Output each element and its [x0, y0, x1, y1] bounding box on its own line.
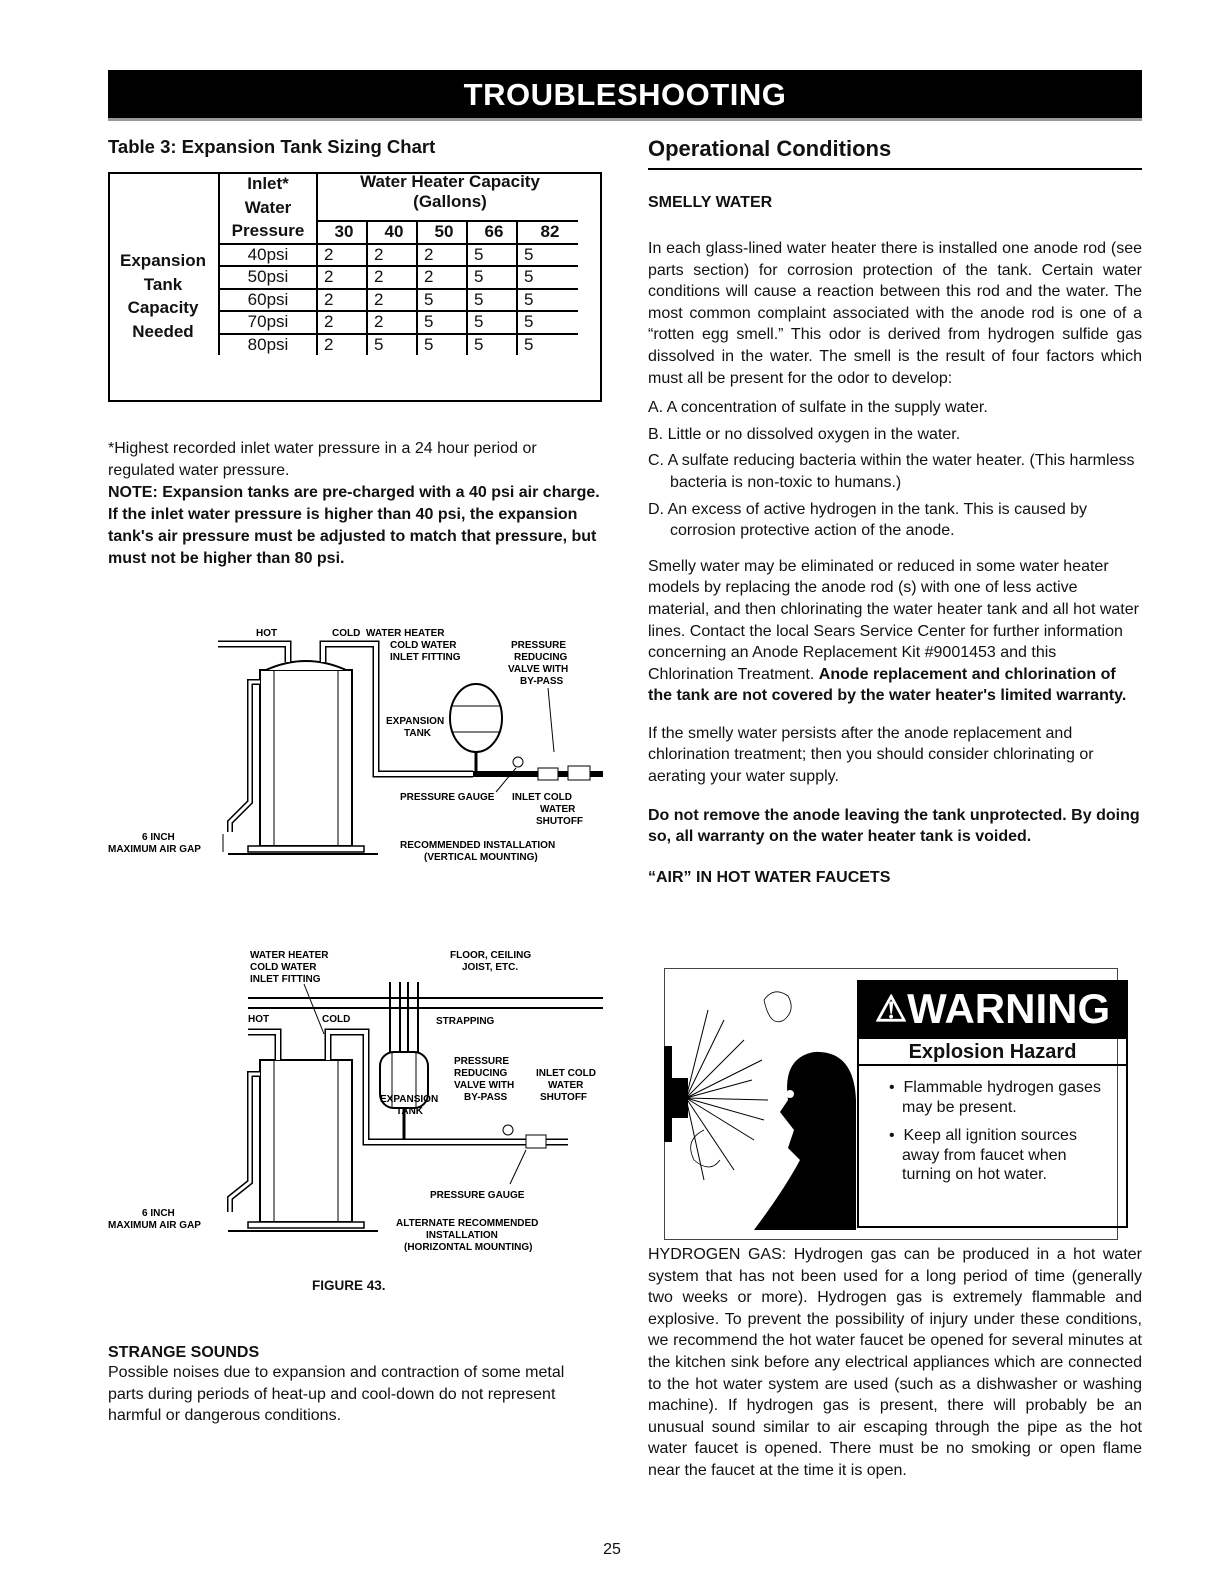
capacity-cell: 50	[417, 221, 467, 244]
warning-subtitle: Explosion Hazard	[857, 1037, 1128, 1066]
value-cell: 5	[517, 311, 578, 334]
strange-sounds-title: STRANGE SOUNDS	[108, 1344, 260, 1361]
figure-label: FIGURE 43.	[312, 1278, 386, 1293]
air-gap-label: 6 INCH	[142, 832, 175, 843]
list-item: B. Little or no dissolved oxygen in the water.	[648, 425, 961, 443]
strange-sounds-section	[108, 1344, 603, 1427]
anode-warning: Do not remove the anode leaving the tank unprotected. By doing so, all warranty on the water heater tank is voided.	[648, 806, 1140, 846]
value-cell: 2	[367, 266, 417, 289]
air-faucets-title: “AIR” IN HOT WATER FAUCETS	[648, 868, 891, 886]
value-cell: 5	[517, 289, 578, 312]
pressure-cell: 40psi	[219, 244, 317, 267]
side-label-line: Needed	[132, 321, 194, 341]
pressure-cell: 70psi	[219, 311, 317, 334]
sizing-chart	[108, 172, 602, 402]
prv-label: PRESSURE	[454, 1056, 510, 1067]
side-label-line: Expansion	[120, 251, 206, 270]
smelly-water-persists: If the smelly water persists after the anode replacement and chlorination treatment; then you should consider chlorinating or aerating your water supply.	[648, 724, 1094, 786]
value-cell: 5	[417, 311, 467, 334]
prv-label: BY-PASS	[464, 1092, 508, 1103]
value-cell: 2	[317, 289, 367, 312]
shutoff-label: SHUTOFF	[540, 1092, 588, 1103]
inlet-pressure-header	[219, 172, 317, 244]
header-line: Inlet*	[247, 174, 289, 193]
value-cell: 5	[467, 311, 517, 334]
list-item: C. A sulfate reducing bacteria within the water heater. (This harmless bacteria is non-toxic to humans.)	[648, 452, 1135, 491]
value-cell: 5	[517, 334, 578, 356]
gauge-label: PRESSURE GAUGE	[430, 1190, 525, 1201]
warning-bullet: • Flammable hydrogen gases may be present.	[889, 1079, 1101, 1116]
list-item: A. A concentration of sulfate in the supply water.	[648, 399, 988, 417]
smelly-water-intro: In each glass-lined water heater there is installed one anode rod (see parts section) for corrosion protection of the tank. Certain water conditions will cause a reaction between this rod and the water. The most common complaint associated with the anode rod is one of a “rotten egg smell.” This odor is derived from hydrogen sulfide gas dissolved in the water. The smell is the result of four factors which must all be present for the odor to develop:	[648, 240, 1142, 387]
side-label	[110, 249, 216, 343]
fig1-caption: (VERTICAL MOUNTING)	[424, 852, 538, 863]
value-cell: 5	[467, 244, 517, 267]
fig2-caption: INSTALLATION	[426, 1230, 498, 1241]
table-row	[219, 266, 578, 289]
hydrogen-gas-text: HYDROGEN GAS: Hydrogen gas can be produced in a hot water system that has not been used for a long period of time (generally two weeks or more). Hydrogen gas is extremely flammable and explosive. To prevent the possibility of injury under these conditions, we recommend the hot water faucet be opened for several minutes at the kitchen sink before any electrical appliances which are connected to the hot water system are used (such as a dishwasher or washing machine). If hydrogen gas is present, there will probably be an unusual sound similar to air escaping through the pipe as the hot water faucet is opened. There must be no smoking or open flame near the faucet at the time it is open.	[648, 1246, 1142, 1479]
value-cell: 5	[467, 334, 517, 356]
value-cell: 2	[317, 266, 367, 289]
banner-rule	[108, 118, 1142, 121]
shutoff-label: INLET COLD	[512, 792, 572, 803]
fig2-caption: ALTERNATE RECOMMENDED	[396, 1218, 539, 1229]
capacity-cell: 82	[517, 221, 578, 244]
side-label-line: Tank	[143, 274, 183, 294]
capacity-cell: 66	[467, 221, 517, 244]
value-cell: 2	[367, 244, 417, 267]
capacity-cell: 40	[367, 221, 417, 244]
floor-label: FLOOR, CEILING	[450, 950, 532, 961]
expansion-tank-label: TANK	[396, 1106, 424, 1117]
operational-conditions-title: Operational Conditions	[648, 136, 1142, 170]
pressure-cell: 80psi	[219, 334, 317, 356]
value-cell: 5	[517, 266, 578, 289]
value-cell: 5	[467, 266, 517, 289]
table-row	[219, 244, 578, 267]
value-cell: 5	[517, 244, 578, 267]
value-cell: 5	[367, 334, 417, 356]
value-cell: 2	[367, 311, 417, 334]
left-column	[108, 136, 603, 567]
expansion-tank-label: EXPANSION	[380, 1094, 439, 1105]
warning-bullet: • Keep all ignition sources away from faucet when turning on hot water.	[889, 1127, 1077, 1183]
floor-label: JOIST, ETC.	[462, 962, 519, 973]
value-cell: 2	[367, 289, 417, 312]
value-cell: 5	[467, 289, 517, 312]
prv-label: PRESSURE	[511, 640, 567, 651]
value-cell: 2	[317, 311, 367, 334]
table-title: Table 3: Expansion Tank Sizing Chart	[108, 136, 436, 157]
cold-label: COLD	[322, 1014, 351, 1025]
inlet-fitting-label: WATER HEATER	[250, 950, 329, 961]
inlet-fitting-label: COLD WATER	[250, 962, 317, 973]
strapping-label: STRAPPING	[436, 1016, 495, 1027]
air-gap-label: MAXIMUM AIR GAP	[108, 1220, 201, 1231]
shutoff-label: WATER	[540, 804, 576, 815]
inlet-fitting-label: WATER HEATER	[366, 628, 445, 639]
warranty-note: Anode replacement and chlorination of the tank are not covered by the water heater's limited warranty.	[648, 665, 1127, 705]
side-label-line: Capacity	[127, 298, 199, 317]
value-cell: 2	[417, 266, 467, 289]
air-gap-label: 6 INCH	[142, 1208, 175, 1219]
air-gap-label: MAXIMUM AIR GAP	[108, 844, 201, 855]
pressure-note: NOTE: Expansion tanks are pre-charged with a 40 psi air charge. If the inlet water pressure is higher than 40 psi, the expansion tank's air pressure must be adjusted to match that pressure, but must not be higher than 80 psi.	[108, 484, 600, 567]
gauge-label: PRESSURE GAUGE	[400, 792, 495, 803]
list-item: D. An excess of active hydrogen in the tank. This is caused by corrosion protective action of the anode.	[648, 500, 1088, 540]
header-line: Pressure	[231, 221, 305, 240]
table-row	[219, 334, 578, 356]
inlet-fitting-label: INLET FITTING	[390, 652, 461, 663]
capacity-cell: 30	[317, 221, 367, 244]
capacity-header: Water Heater Capacity (Gallons)	[317, 172, 578, 221]
hot-label: HOT	[248, 1014, 270, 1025]
value-cell: 2	[317, 244, 367, 267]
value-cell: 2	[417, 244, 467, 267]
expansion-tank	[450, 684, 502, 752]
horizontal-installation-diagram	[108, 942, 603, 1262]
bullet-text: Keep all ignition sources away from faucet when turning on hot water.	[902, 1127, 1077, 1183]
remedy-text: Smelly water may be eliminated or reduced in some water heater models by replacing the anode rod (s) with one of less active material, and then chlorinating the water heater tank and all hot water lines. Contact the local Sears Service Center for further information concerning an Anode Replacement Kit #9001453 and this Chlorination Treatment.	[648, 557, 1139, 683]
expansion-tank-label: EXPANSION	[386, 716, 445, 727]
alert-triangle-icon: ⚠	[874, 988, 908, 1029]
prv-label: VALVE WITH	[508, 664, 569, 675]
sizing-table	[218, 172, 578, 355]
pressure-cell: 50psi	[219, 266, 317, 289]
table-row	[219, 289, 578, 312]
table-footnote: *Highest recorded inlet water pressure in a 24 hour period or regulated water pressure.	[108, 440, 537, 479]
pressure-cell: 60psi	[219, 289, 317, 312]
value-cell: 5	[417, 334, 467, 356]
prv-label: BY-PASS	[520, 676, 564, 687]
vertical-installation-diagram	[108, 622, 603, 872]
prv-label: VALVE WITH	[454, 1080, 515, 1091]
fig2-caption: (HORIZONTAL MOUNTING)	[404, 1242, 533, 1253]
table-row	[219, 311, 578, 334]
cold-label: COLD	[332, 628, 361, 639]
strange-sounds-text: Possible noises due to expansion and contraction of some metal parts during periods of heat-up and cool-down do not represent harmful or dangerous conditions.	[108, 1364, 565, 1425]
prv-label: REDUCING	[454, 1068, 508, 1079]
prv-label: REDUCING	[514, 652, 568, 663]
section-banner: TROUBLESHOOTING	[108, 70, 1142, 118]
smelly-water-title: SMELLY WATER	[648, 194, 773, 211]
warning-header	[857, 980, 1128, 1037]
fig1-caption: RECOMMENDED INSTALLATION	[400, 840, 556, 851]
expansion-tank-label: TANK	[404, 728, 432, 739]
header-line: Water	[244, 197, 292, 217]
smelly-water-remedy	[648, 556, 1142, 707]
shutoff-label: SHUTOFF	[536, 816, 584, 827]
value-cell: 2	[317, 334, 367, 356]
warning-title: WARNING	[907, 985, 1111, 1032]
warning-body	[857, 1066, 1128, 1228]
right-column	[648, 136, 1142, 887]
inlet-fitting-label: INLET FITTING	[250, 974, 321, 985]
shutoff-label: INLET COLD	[536, 1068, 596, 1079]
bullet-text: Flammable hydrogen gases may be present.	[902, 1079, 1101, 1116]
page-number: 25	[603, 1541, 621, 1558]
value-cell: 5	[417, 289, 467, 312]
inlet-fitting-label: COLD WATER	[390, 640, 457, 651]
shutoff-label: WATER	[548, 1080, 584, 1091]
explosion-hazard-icon	[664, 980, 856, 1230]
hot-label: HOT	[256, 628, 278, 639]
